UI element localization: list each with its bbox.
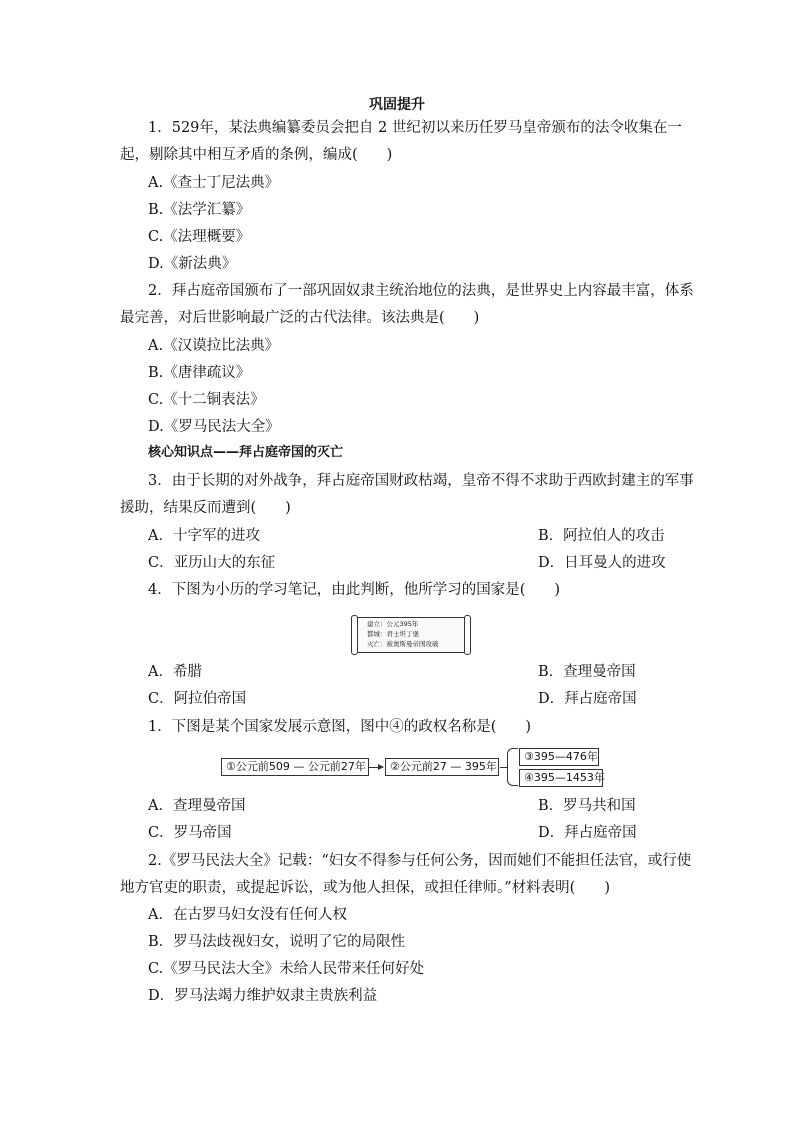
- question-1-stem-line1: 1．529年，某法典编纂委员会把自 2 世纪初以来历任罗马皇帝颁布的法令收集在一: [148, 120, 682, 136]
- flow-arrow-1: [369, 767, 383, 768]
- question-3-option-a: A．十字军的进攻: [148, 528, 260, 544]
- question-6-option-b: B．罗马法歧视妇女，说明了它的局限性: [148, 934, 406, 950]
- question-5-option-a: A．查理曼帝国: [148, 798, 246, 814]
- section-heading: 核心知识点——拜占庭帝国的灭亡: [148, 445, 344, 460]
- flow-box-2: ②公元前27 — 395年: [385, 758, 499, 776]
- question-1-stem-line2: 起，剔除其中相互矛盾的条例，编成( ): [120, 147, 393, 163]
- question-4-option-a: A．希腊: [148, 664, 202, 680]
- question-1-option-c: C.《法理概要》: [148, 229, 251, 245]
- question-3-stem-line1: 3．由于长期的对外战争，拜占庭帝国财政枯竭，皇帝不得不求助于西欧封建主的军事: [148, 473, 694, 489]
- question-2-stem-line1: 2．拜占庭帝国颁布了一部巩固奴隶主统治地位的法典，是世界史上内容最丰富，体系: [148, 283, 694, 299]
- question-4-option-c: C．阿拉伯帝国: [148, 691, 247, 707]
- question-3-option-d: D．日耳曼人的进攻: [538, 555, 666, 571]
- question-4-option-b: B．查理曼帝国: [538, 664, 636, 680]
- study-note-line-3: 灭亡：被奥斯曼帝国攻破: [367, 640, 439, 648]
- question-1-option-a: A.《查士丁尼法典》: [148, 175, 280, 191]
- question-5-option-b: B．罗马共和国: [538, 798, 636, 814]
- question-2-option-d: D.《罗马民法大全》: [148, 419, 280, 435]
- question-5-stem: 1．下图是某个国家发展示意图，图中④的政权名称是( ): [148, 719, 532, 735]
- question-2-stem-line2: 最完善，对后世影响最广泛的古代法律。该法典是( ): [120, 310, 480, 326]
- question-6-option-d: D．罗马法竭力维护奴隶主贵族利益: [148, 988, 378, 1004]
- question-4-stem: 4．下图为小历的学习笔记，由此判断，他所学习的国家是( ): [148, 582, 561, 598]
- question-6-stem-line2: 地方官吏的职责，或提起诉讼，或为他人担保，或担任律师。”材料表明( ): [120, 880, 610, 896]
- question-4-option-d: D．拜占庭帝国: [538, 691, 637, 707]
- study-note-scroll-figure: [356, 617, 466, 653]
- question-1-option-d: D.《新法典》: [148, 256, 237, 272]
- question-3-option-c: C．亚历山大的东征: [148, 555, 276, 571]
- question-2-option-a: A.《汉谟拉比法典》: [148, 338, 280, 354]
- question-6-option-c: C.《罗马民法大全》未给人民带来任何好处: [148, 961, 425, 977]
- question-1-option-b: B.《法学汇纂》: [148, 202, 251, 218]
- question-5-option-c: C．罗马帝国: [148, 825, 232, 841]
- page-title: 巩固提升: [369, 97, 425, 113]
- flow-brace: [507, 748, 518, 786]
- study-note-line-2: 都城：君士坦丁堡: [367, 630, 419, 638]
- question-5-option-d: D．拜占庭帝国: [538, 825, 637, 841]
- question-6-stem-line1: 2.《罗马民法大全》记载：“妇女不得参与任何公务，因而她们不能担任法官，或行使: [148, 853, 692, 869]
- flow-box-4: ④395—1453年: [519, 769, 603, 787]
- question-6-option-a: A．在古罗马妇女没有任何人权: [148, 907, 347, 923]
- question-3-stem-line2: 援助，结果反而遭到( ): [120, 500, 291, 516]
- question-2-option-b: B.《唐律疏议》: [148, 365, 251, 381]
- question-2-option-c: C.《十二铜表法》: [148, 392, 265, 408]
- flow-box-3: ③395—476年: [519, 748, 599, 766]
- flow-box-1: ①公元前509 — 公元前27年: [221, 758, 369, 776]
- question-3-option-b: B．阿拉伯人的攻击: [538, 528, 665, 544]
- study-note-line-1: 建立：公元395年: [367, 620, 419, 628]
